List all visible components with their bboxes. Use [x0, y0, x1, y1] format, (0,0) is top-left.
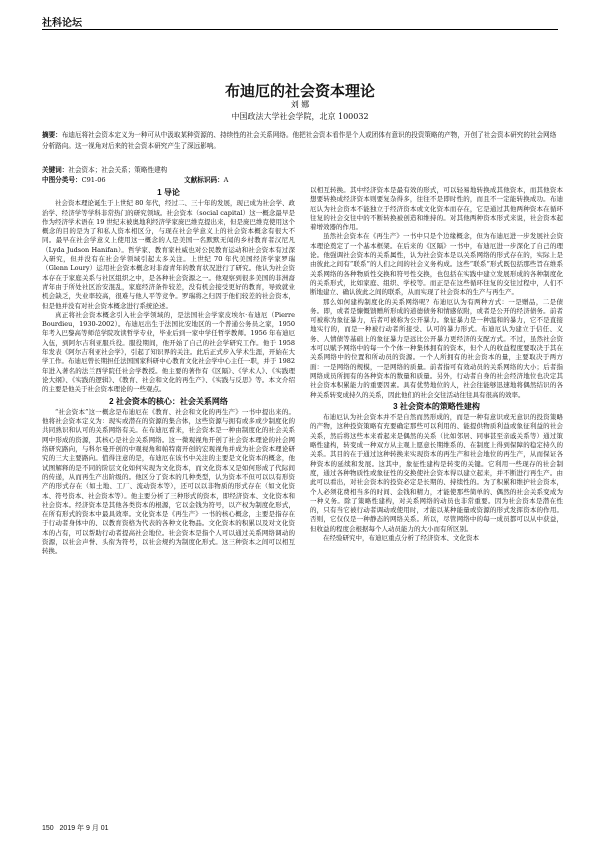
paragraph: 虽然社会资本在《再生产》一书中只是个边缘概念，但为布迪厄进一步发展社会资本理论奠定了一个基本框架。在后来的《区隔》一书中，布迪厄进一步深化了自己的理论。他强调社会资本的关系属性，认为社会资本是以关系网络的形式存在的，实际上是由彼此之间有“联系”的人们之间的社会义务构成。这些“联系”形式既包括那些旨在维系关系网络的各种物质性交换和符号性交换，也包括在实践中建立发展形成的各种制度化的关系形式，比如家庭、组织、学校等。而正是在这些循环往复的交往过程中，人们不断地建立、确认彼此之间的联系，从而实现了社会资本的生产与再生产。 — [310, 232, 563, 297]
header-rule — [42, 29, 558, 30]
abstract — [42, 130, 558, 151]
keywords: 关键词：社会资本；社会关系；策略性建构 — [42, 166, 168, 174]
page-number: 150 — [42, 825, 54, 832]
article-meta — [42, 165, 558, 185]
page-footer — [42, 823, 109, 833]
abstract-label: 摘要： — [42, 132, 62, 139]
paragraph: 真正将社会资本概念引入社会学领域的，是法国社会学家皮埃尔·布迪厄（Pierre Bourdieu，1930-2002）。布迪厄出生于法国比安地区的一个普通公务员之家，1950 年考入巴黎高等师范学院攻读哲学专业，毕业后到一家中学任哲学教师。1956 年布迪厄入伍，到阿尔吉利亚服兵役。服役期间，他开始了自己的社会学研究工作。他于 1958 年发表《阿尔吉利亚社会学》，引起了知识界的关注。此后正式步入学术生涯，开始在大学工作。布迪厄曾长期担任法国国家科研中心教育文化社会学中心主任一职，并于 1982 年进入著名的法兰西学院任社会学教授。他主要的著作有《区隔》、《学术人》、《实践理论大纲》、《实践的逻辑》、《教育、社会和文化的再生产》、《实践与反思》等。本文介绍的主要是他关于社会资本理论的一些观点。 — [42, 310, 295, 394]
paragraph: 那么如何建构制度化的关系网络呢？布迪厄认为有两种方式：一是赠品，二是债务。即，或者是慷慨馈赠所形成的道德债务和情感依附，或者是公开的经济债务。前者可被称为象征暴力，后者可被称为公开暴力。象征暴力是一种温和的暴力，它不是直接地实行的，而是一种被行动者所接受、认可的暴力形式。布迪厄认为建立于信任、义务、人情债等基础上的象征暴力是远比公开暴力更经济的支配方式。不过，虽然社会资本可以赋予网络中的每一个个体一种集体拥有的资本，但个人的收益程度要取决于其在关系网络中的位置和所动员的资源。一个人所拥有的社会资本的量，主要取决于两方面：一是网络的规模，一是网络的质量。前者指可有效动员的关系网络的大小；后者指网络成员所拥有的各种资本的数量和质量。另外，行动者自身的社会经济地位也决定其社会资本积累能力的重要因素。具有优势地位的人，社会往能够迅速地将偶然结识的各种关系转变成持久的关系，因此他们的社会交往活动往往具有很高的效率。 — [310, 297, 563, 399]
paragraph: 社会资本理论诞生于上世纪 80 年代，经过二、三十年的发展，现已成为社会学、政治学、经济学等学科非常热门的研究领域。社会资本（social capital）这一概念最早是作为经济学术语在 19 世纪末被奥地利经济学家庞巴维克提出来，但是庞巴维克使用这个概念的目的是为了和私人资本相区分，与现在社会学意义上的社会资本概念有很大不同。最早在社会学意义上使用这一概念的人是美国一名默默无闻的乡村教育者汉尼凡（Lyda Judson Hanifan）。哲学家、教育家杜威也对公民教育运动和社会资本有过深入研究，但并没有在社会学领域引起太多关注。上世纪 70 年代美国经济学家罗瑞（Glenn Loury）运用社会资本概念对非裔青年的教育状况进行了研究。他认为社会资本存在于家庭关系与社区组织之中，是各种社会资源之一。他观察到很多美国的非洲裔青年由于所处社区治安混乱，家庭经济条件较差，没有机会接受更好的教育，导致就业机会缺乏，失业率较高，很难与他人平等竞争。罗瑞将之归因于他们较差的社会资本，但是他并没有对社会资本概念进行系统论述。 — [42, 199, 295, 310]
left-column — [42, 186, 295, 816]
section-heading-network: 2 社会资本的核心：社会关系网络 — [109, 396, 228, 406]
paragraph: 布迪厄认为社会资本并不是自然而然形成的，而是一种有意识或无意识的投资策略的产物，这种投资策略有充要确定那些可以利用的、能提供物质利益或象征利益的社会关系，然后将这些本来看起来是偶然的关系（比如邻居、同事甚至亲戚关系等）通过策略性建构，转变成一种双方从主观上愿意长期维系的、在制度上得到保障的稳定持久的关系。其目的在于通过这种转换来实现资本的再生产和社会地位的再生产，从而保证各种资本的延续和发展。这其中，象征性建构是转变的关键。它利用一些现存的社会制度，通过各种物质性或象征性的交换使社会资本得以建立起来，并不断进行再生产。由此可以看出，对社会资本的投资必定是长期的、持续性的。为了积累和维护社会资本，个人必须花费相当多的时间、金钱和精力，才能使那些简单的、偶然的社会关系变成为一种义务。除了策略性建构，对关系网络的动员也非常重要。因为社会资本是潜在性的，只有当它被行动者调动或使用时，才能以某种能量或资源的形式发挥资本的作用。否则，它仅仅是一种静态的网络关系。所以，尽管网络中的每一成员都可以从中获益，但收益的程度会根据每个人动员能力的大小而有所区别。 — [310, 413, 563, 533]
paragraph: 在经验研究中，布迪厄重点分析了经济资本、文化资本 — [323, 533, 479, 542]
right-column — [310, 186, 563, 816]
column-tag: 社科论坛 — [42, 18, 82, 29]
paragraph: “社会资本”这一概念是布迪厄在《教育、社会和文化的再生产》一书中提出来的。他将社会资本定义为：现实或潜在的资源的集合体，这些资源与拥有或多或少制度化的共同熟识和认可的关系网络有关。在布迪厄看来，社会资本是一种由制度化的社会关系网中形成的资源，其核心是社会关系网络。这一微观视角开创了社会资本理论的社会网络研究路向，与科尔曼开创的中观视角和帕特南开创的宏观视角并成为社会资本理论研究的三大主要路向。值得注意的是，布迪厄在该书中关注的主要是文化资本的概念，他试图解释的是不同的阶层文化如何实现为文化资本，而文化资本又是如何形成了代际间的传递，从而再生产出阶级的。他区分了资本的几种类型，认为资本不但可以以有形资产的形式存在（如土地、工厂、流动资本等），还可以以非物质的形式存在（如文化资本、符号资本、社会资本等）。他主要分析了三种形式的资本，即经济资本、文化资本和社会资本。经济资本是其他各类资本的根源，它以金钱为符号，以产权为制度化形式，在所有形式的资本中最具效率。文化资本是《再生产》一书的核心概念，主要是指存在于行动者身体中的、以教育资格为代表的各种文化物品。文化资本的积累以及对文化资本的占有，可以帮助行动者提高社会地位。社会资本是指个人可以通过关系网络调动的资源，以社会声誉、头衔为符号，以社会规约为制度化形式。这三种资本之间可以相互转换。 — [42, 407, 295, 556]
affiliation: 中国政法大学社会学院，北京 100032 — [231, 112, 369, 121]
classification: 中图分类号：C91-06 文献标识码：A — [42, 176, 229, 184]
section-heading-intro: 1 导论 — [157, 188, 180, 197]
issue-date: 2019 年 9 月 01 — [59, 825, 109, 832]
article-title: 布迪厄的社会资本理论 — [224, 83, 375, 100]
section-heading-strategy: 3 社会资本的策略性建构 — [393, 401, 480, 411]
abstract-text: 布迪厄将社会资本定义为一种可从中汲取某种资源的、持续性的社会关系网络。他把社会资本看作是个人或团体有意识的投资策略的产物，开创了社会资本研究的社会网络分析路向。这一视角对后来的社会资本研究产生了深远影响。 — [42, 131, 557, 150]
paragraph: 以相互转换。其中经济资本是最有效的形式，可以轻易地转换成其他资本，而其他资本想要转换成经济资本则要复杂得多，往往不是即时性的，而且不一定能转换成功。布迪厄认为社会资本不能独立于经济资本或文化资本而存在，它是通过其他两种资本在循环往复的社会交往中的不断转换被创造和维持的。对其他两种资本形式来说，社会资本起着增效器的作用。 — [310, 186, 563, 232]
author: 刘 娜 — [290, 100, 310, 109]
